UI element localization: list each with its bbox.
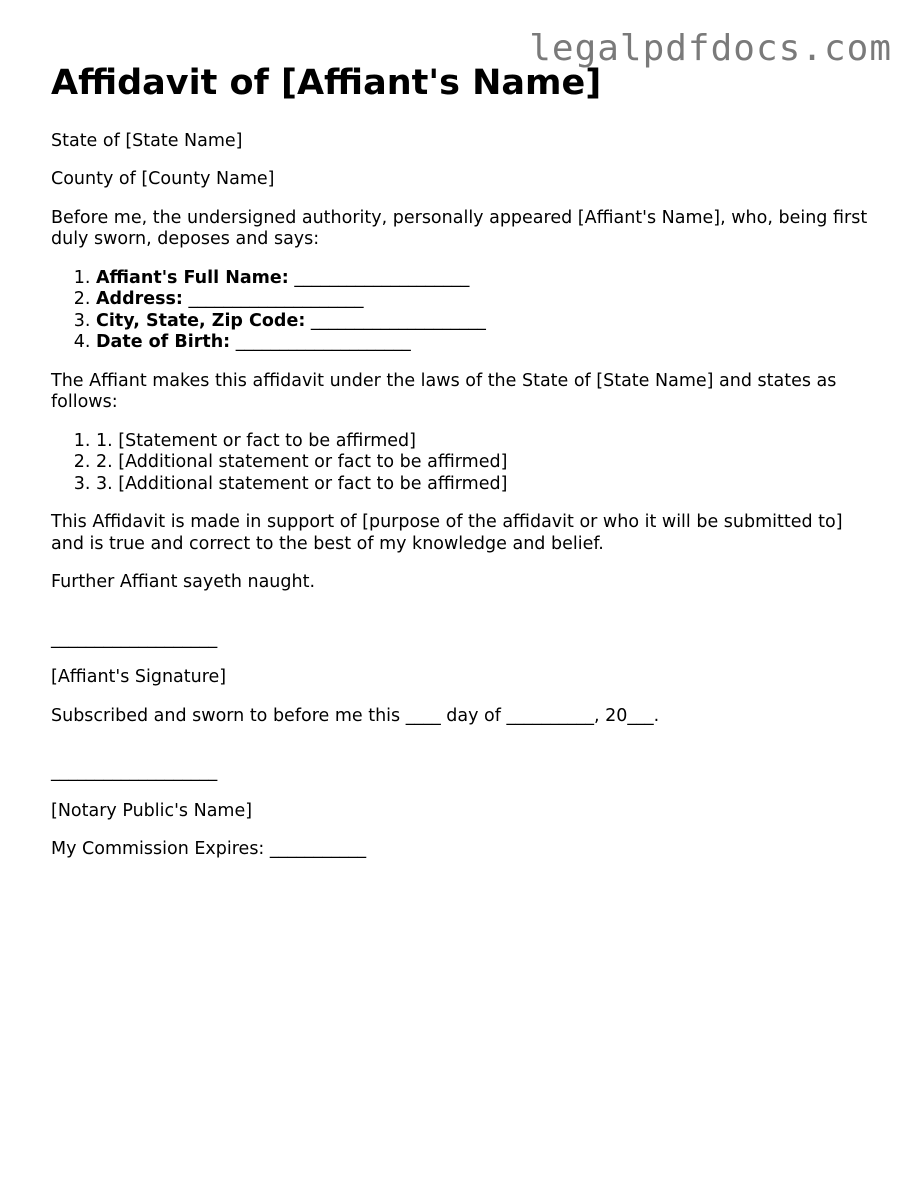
page-title: Affidavit of [Affiant's Name] xyxy=(51,63,602,103)
list-item xyxy=(96,268,871,290)
closing-line: Further Affiant sayeth naught. xyxy=(51,572,316,592)
field-blank: ____________________ xyxy=(310,310,486,331)
list-item xyxy=(96,332,871,354)
affiant-signature-line: ___________________ xyxy=(51,628,218,649)
field-blank: ____________________ xyxy=(235,332,411,352)
field-label: City, State, Zip Code: xyxy=(96,310,306,331)
field-label: Address: xyxy=(96,289,183,309)
field-blank: ____________________ xyxy=(294,267,470,288)
document xyxy=(51,64,871,878)
commission-expires: My Commission Expires: ___________ xyxy=(51,839,367,859)
purpose-paragraph: This Affidavit is made in support of [purpose of the affidavit or who it will be submitted to] and is true and correct to the best of my knowledge and belief. xyxy=(51,512,843,554)
affiant-fields-list xyxy=(51,268,871,354)
list-item xyxy=(96,311,871,333)
list-item: 3. 3. [Additional statement or fact to be affirmed] xyxy=(96,474,871,496)
field-label: Affiant's Full Name: xyxy=(96,267,289,288)
notary-signature-line: ___________________ xyxy=(51,762,218,782)
state-line: State of [State Name] xyxy=(51,130,243,151)
intro-paragraph: Before me, the undersigned authority, personally appeared [Affiant's Name], who, being first duly sworn, deposes and says: xyxy=(51,207,868,249)
list-item xyxy=(96,289,871,311)
statements-list xyxy=(51,431,871,496)
watermark: legalpdfdocs.com xyxy=(529,28,892,69)
field-label: Date of Birth: xyxy=(96,332,231,352)
laws-statement: The Affiant makes this affidavit under the laws of the State of [State Name] and states as follows: xyxy=(51,370,837,412)
notary-name: [Notary Public's Name] xyxy=(51,800,253,821)
list-item: 2. 2. [Additional statement or fact to be affirmed] xyxy=(96,452,871,474)
county-line: County of [County Name] xyxy=(51,169,275,189)
list-item: 1. 1. [Statement or fact to be affirmed] xyxy=(96,431,871,453)
affiant-signature-label: [Affiant's Signature] xyxy=(51,667,227,687)
field-blank: ____________________ xyxy=(188,289,364,309)
subscribed-line: Subscribed and sworn to before me this ____ day of __________, 20___. xyxy=(51,705,660,726)
